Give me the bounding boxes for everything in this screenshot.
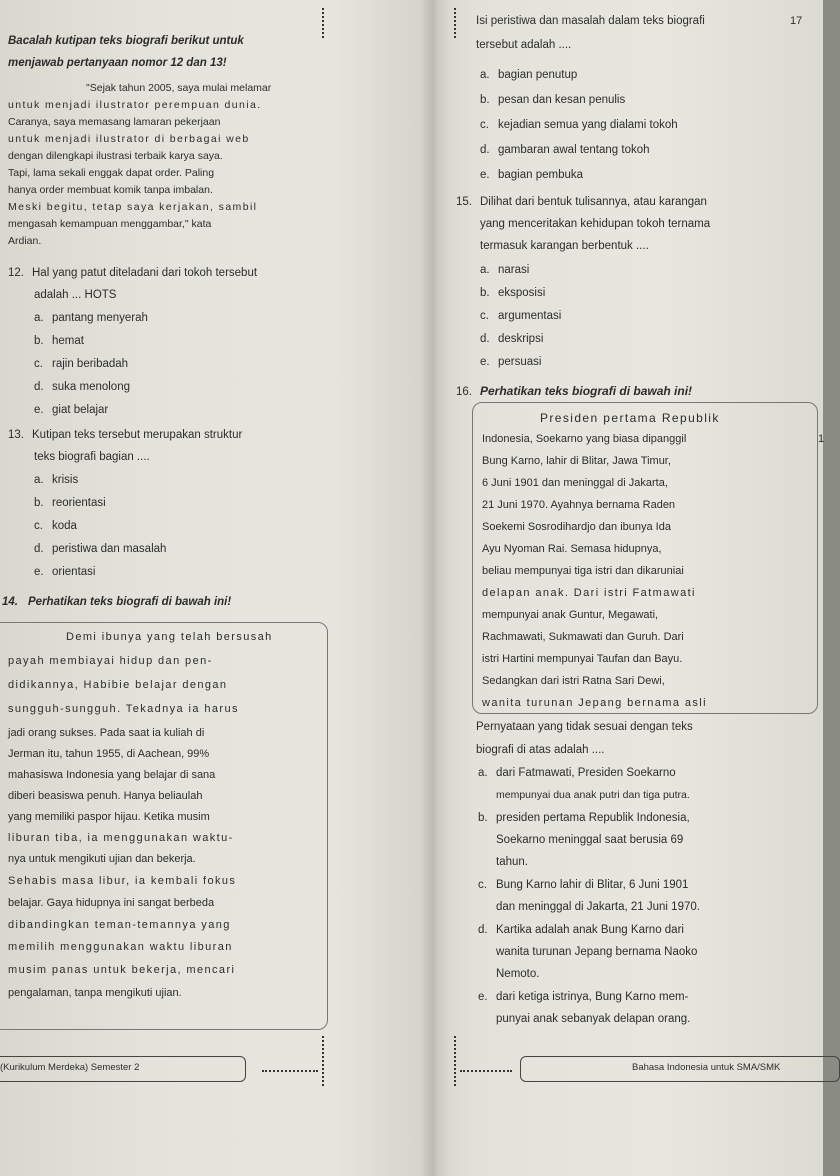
- box-line: delapan anak. Dari istri Fatmawati: [482, 587, 696, 599]
- question-12-number: 12.: [8, 267, 24, 279]
- qtop-option-e[interactable]: e. bagian pembuka: [480, 169, 584, 181]
- question-16-number: 16.: [456, 386, 472, 398]
- quote-line: hanya order membuat komik tanpa imbalan.: [8, 184, 213, 196]
- box-line: musim panas untuk bekerja, mencari: [8, 964, 236, 976]
- quote-line: "Sejak tahun 2005, saya mulai melamar: [86, 82, 272, 94]
- question-13-number: 13.: [8, 429, 24, 441]
- q13-option-a[interactable]: a. krisis: [34, 474, 79, 486]
- box-line: Indonesia, Soekarno yang biasa dipanggil: [482, 433, 687, 445]
- footer-dots-right: [460, 1070, 512, 1072]
- question-16-text: biografi di atas adalah ....: [476, 744, 605, 756]
- box-line: 21 Juni 1970. Ayahnya bernama Raden: [482, 499, 676, 511]
- margin-marker: 1: [818, 433, 825, 445]
- box-line: Presiden pertama Republik: [540, 411, 720, 425]
- q15-option-b[interactable]: b. eksposisi: [480, 287, 546, 299]
- box-line: liburan tiba, ia menggunakan waktu-: [8, 832, 234, 844]
- box-line: Bung Karno, lahir di Blitar, Jawa Timur,: [482, 455, 671, 467]
- question-12-text: adalah ... HOTS: [34, 289, 117, 301]
- footer-right-text: Bahasa Indonesia untuk SMA/SMK: [632, 1062, 781, 1073]
- right-page: Isi peristiwa dan masalah dalam teks biografi tersebut adalah .... 17 a. bagian penutup b. pesan dan kesan penulis c. kejadian semua yang dialami tokoh d. gambaran awal tentang tokoh e. bagian pembuka 15. Dilihat dari bentuk tulisannya, atau karangan yang menceritakan kehidupan tokoh ternama termasuk karangan berbentuk .... a. narasi b. eksposisi c. argumentasi d. deskripsi e. persuasi 16. Perhatikan teks biografi di bawah ini! Presiden pertama Republik Indonesia, Soekarno yang biasa dipanggil Bung Karno, lahir di Blitar, Jawa Timur, 6 Juni 1901 dan meninggal di Jakarta, 21 Juni 1970. Ayahnya bernama Raden Soekemi Sosrodihardjo dan ibunya Ida Ayu Nyoman Rai. Semasa hidupnya, beliau mempunyai tiga istri dan dikaruniai delapan anak. Dari istri Fatmawati mempunyai anak Guntur, Megawati, Rachmawati, Sukmawati dan Guruh. Dari istri Hartini mempunyai Taufan dan Bayu. Sedangkan dari istri Ratna Sari Dewi, wanita turunan Jepang bernama asli 1 Pernyataan yang tidak sesuai dengan teks biografi di atas adalah .... a. dari Fatmawati, Presiden Soekarno mempunyai dua anak putri dan tiga putra. b. presiden pertama Republik Indonesia, Soekarno meninggal saat berusia 69 tahun. c. Bung Karno lahir di Blitar, 6 Juni 1901 dan meninggal di Jakarta, 21 Juni 1970. d. Kartika adalah anak Bung Karno dari wanita turunan Jepang bernama Naoko Nemoto. e. dari ketiga istrinya, Bung Karno mem- punyai anak sebanyak delapan orang. Bahasa Indonesia untuk SMA/SMK: [452, 0, 823, 1176]
- box-line: Jerman itu, tahun 1955, di Aachean, 99%: [8, 748, 210, 760]
- q13-option-e[interactable]: e. orientasi: [34, 566, 96, 578]
- box-line: pengalaman, tanpa mengikuti ujian.: [8, 987, 182, 999]
- question-14-number: 14.: [2, 596, 18, 608]
- box-line: belajar. Gaya hidupnya ini sangat berbeda: [8, 897, 215, 909]
- box-line: dibandingkan teman-temannya yang: [8, 919, 231, 931]
- quote-line: untuk menjadi ilustrator di berbagai web: [8, 133, 250, 145]
- question-16-text: Pernyataan yang tidak sesuai dengan teks: [476, 721, 693, 733]
- question-16-heading: Perhatikan teks biografi di bawah ini!: [480, 384, 693, 398]
- question-15-text: termasuk karangan berbentuk ....: [480, 240, 649, 252]
- question-15-text: Dilihat dari bentuk tulisannya, atau karangan: [480, 196, 707, 208]
- q12-option-c[interactable]: c. rajin beribadah: [34, 358, 129, 370]
- question-15-text: yang menceritakan kehidupan tokoh ternama: [480, 218, 711, 230]
- qtop-option-b[interactable]: b. pesan dan kesan penulis: [480, 94, 626, 106]
- footer-dots-left: [262, 1070, 318, 1072]
- quote-line: Meski begitu, tetap saya kerjakan, sambil: [8, 201, 258, 213]
- box-line: payah membiayai hidup dan pen-: [8, 655, 213, 667]
- top-vdots-right: [454, 8, 456, 38]
- box-line: memilih menggunakan waktu liburan: [8, 941, 233, 953]
- box-line: 6 Juni 1901 dan meninggal di Jakarta,: [482, 477, 668, 489]
- q12-option-e[interactable]: e. giat belajar: [34, 404, 109, 416]
- qtop-option-c[interactable]: c. kejadian semua yang dialami tokoh: [480, 119, 678, 131]
- box-line: nya untuk mengikuti ujian dan bekerja.: [8, 853, 196, 865]
- q15-option-c[interactable]: c. argumentasi: [480, 310, 562, 322]
- box-line: Sehabis masa libur, ia kembali fokus: [8, 875, 237, 887]
- question-15-number: 15.: [456, 196, 472, 208]
- instruction-line-1: Bacalah kutipan teks biografi berikut untuk: [8, 35, 244, 47]
- page-number: 17: [790, 15, 803, 27]
- q15-option-d[interactable]: d. deskripsi: [480, 333, 544, 345]
- top-vdots-left: [322, 8, 324, 38]
- box-line: Sedangkan dari istri Ratna Sari Dewi,: [482, 675, 665, 687]
- box-line: diberi beasiswa penuh. Hanya beliaulah: [8, 790, 203, 802]
- question-14-heading: Perhatikan teks biografi di bawah ini!: [28, 596, 232, 608]
- quote-line: Tapi, lama sekali enggak dapat order. Paling: [8, 167, 215, 179]
- box-line: wanita turunan Jepang bernama asli: [482, 697, 707, 709]
- box-line: istri Hartini mempunyai Taufan dan Bayu.: [482, 653, 683, 665]
- box-line: jadi orang sukses. Pada saat ia kuliah di: [8, 727, 205, 739]
- bottom-vdots-left: [322, 1036, 324, 1086]
- q12-option-a[interactable]: a. pantang menyerah: [34, 312, 148, 324]
- box-line: Demi ibunya yang telah bersusah: [66, 631, 273, 643]
- quote-line: Ardian.: [8, 235, 42, 247]
- question-13-text: Kutipan teks tersebut merupakan struktur: [32, 429, 243, 441]
- question-13-text: teks biografi bagian ....: [34, 451, 150, 463]
- box-line: Soekemi Sosrodihardjo dan ibunya Ida: [482, 521, 671, 533]
- biography-box-soekarno: [472, 402, 818, 714]
- q15-option-e[interactable]: e. persuasi: [480, 356, 542, 368]
- question-12-text: Hal yang patut diteladani dari tokoh tersebut: [32, 267, 258, 279]
- quote-line: untuk menjadi ilustrator perempuan dunia.: [8, 99, 262, 111]
- box-line: mempunyai anak Guntur, Megawati,: [482, 609, 659, 621]
- question-top-text: tersebut adalah ....: [476, 39, 572, 51]
- qtop-option-a[interactable]: a. bagian penutup: [480, 69, 578, 81]
- box-line: didikannya, Habibie belajar dengan: [8, 679, 228, 691]
- quote-line: Caranya, saya memasang lamaran pekerjaan: [8, 116, 221, 128]
- footer-left-text: (Kurikulum Merdeka) Semester 2: [0, 1062, 140, 1073]
- box-line: Rachmawati, Sukmawati dan Guruh. Dari: [482, 631, 684, 643]
- quote-line: dengan dilengkapi ilustrasi terbaik karya saya.: [8, 150, 223, 162]
- book-gutter: [420, 0, 450, 1176]
- quote-line: mengasah kemampuan menggambar," kata: [8, 218, 212, 230]
- box-line: Ayu Nyoman Rai. Semasa hidupnya,: [482, 543, 662, 555]
- q15-option-a[interactable]: a. narasi: [480, 264, 530, 276]
- question-top-text: Isi peristiwa dan masalah dalam teks biografi: [476, 15, 705, 27]
- bottom-vdots-right: [454, 1036, 456, 1086]
- qtop-option-d[interactable]: d. gambaran awal tentang tokoh: [480, 144, 650, 156]
- instruction-line-2: menjawab pertanyaan nomor 12 dan 13!: [8, 57, 227, 69]
- box-line: beliau mempunyai tiga istri dan dikaruniai: [482, 565, 684, 577]
- q13-option-c[interactable]: c. koda: [34, 520, 77, 532]
- box-line: yang memiliki paspor hijau. Ketika musim: [8, 811, 210, 823]
- q13-option-d[interactable]: d. peristiwa dan masalah: [34, 543, 167, 555]
- q12-option-d[interactable]: d. suka menolong: [34, 381, 130, 393]
- q12-option-b[interactable]: b. hemat: [34, 335, 84, 347]
- q13-option-b[interactable]: b. reorientasi: [34, 497, 106, 509]
- box-line: mahasiswa Indonesia yang belajar di sana: [8, 769, 216, 781]
- box-line: sungguh-sungguh. Tekadnya ia harus: [8, 703, 239, 715]
